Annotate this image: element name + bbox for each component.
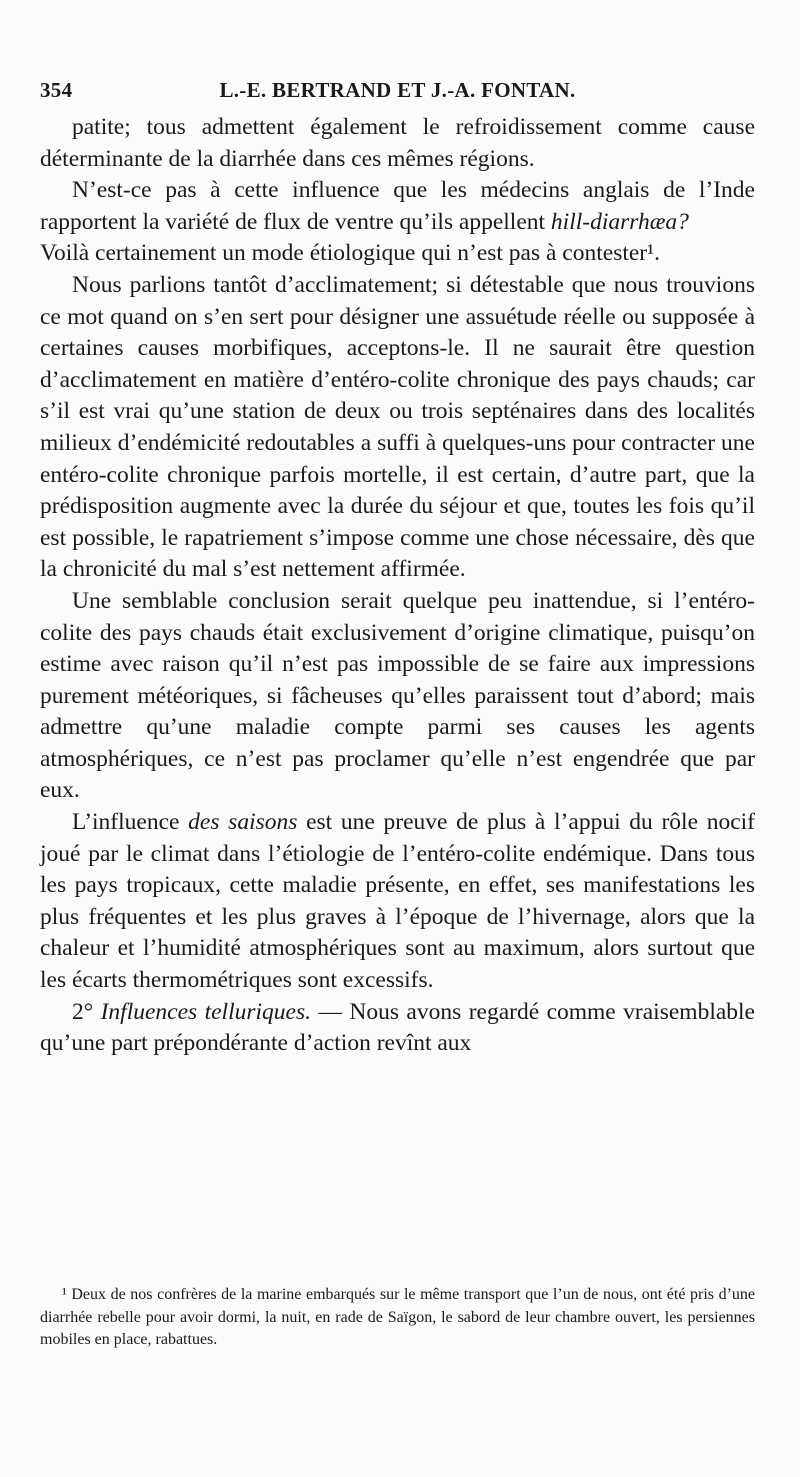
text-run: 2° — [72, 998, 101, 1025]
running-header — [40, 78, 755, 103]
text-run: N’est-ce pas à cette influence que les médecins anglais de l’Inde rapportent la variété de flux de ventre qu’ils appellent — [40, 177, 755, 235]
italic-text: Influences telluriques. — [100, 998, 311, 1025]
text-run: est une preuve de plus à l’appui du rôle nocif joué par le climat dans l’étiologie de l’entéro-colite endémique. Dans tous les pays tropicaux, cette maladie présente, en effet, ses manifestations les plus fréquentes et les plus graves à l’époque de l’hivernage, alors que la chaleur et l’humidité atmosphériques sont au maximum, alors surtout que les écarts thermométriques sont excessifs. — [40, 809, 756, 994]
footnote: ¹ Deux de nos confrères de la marine embarqués sur le même transport que l’un de nous, ont été pris d’une diarrhée rebelle pour avoir dormi, la nuit, en rade de Saïgon, le sabord de leur chambre ouvert, les persiennes mobiles en place, rabattues. — [40, 1286, 755, 1348]
text-run: L’influence — [72, 809, 189, 836]
paragraph — [40, 238, 755, 270]
running-title: L.-E. BERTRAND ET J.-A. FONTAN. — [219, 78, 576, 102]
text-run: — Nous avons regardé comme vraisemblable qu’une part prépondérante d’action revînt aux — [40, 998, 755, 1057]
footnotes — [40, 1284, 755, 1352]
paragraph — [40, 270, 755, 586]
paragraph — [40, 807, 755, 997]
paragraph — [40, 175, 755, 238]
page-number: 354 — [40, 78, 73, 102]
paragraph — [40, 586, 755, 807]
text-run: Une semblable conclusion serait quelque peu inattendue, si l’entéro-colite des pays chauds était exclusivement d’origine climatique, puisqu’on estime avec raison qu’il n’est pas impossible de se faire aux impressions purement météoriques, si fâcheuses qu’elles paraissent tout d’abord; mais admettre qu’une maladie compte parmi ses causes les agents atmosphériques, ce n’est pas proclamer qu’elle n’est engendrée que par eux. — [40, 587, 755, 804]
italic-text: hill-diarrhæa? — [550, 208, 689, 235]
text-run: patite; tous admettent également le refroidissement comme cause déterminante de la diarrhée dans ces mêmes régions. — [40, 114, 755, 172]
paragraph — [40, 997, 755, 1060]
text-run: Voilà certainement un mode étiologique qui n’est pas à contester¹. — [40, 240, 661, 267]
paragraph — [40, 112, 755, 175]
italic-text: des saisons — [188, 809, 298, 836]
text-run: Nous parlions tantôt d’acclimatement; si détestable que nous trouvions ce mot quand on s’en sert pour désigner une assuétude réelle ou supposée à certaines causes morbifiques, acceptons-le. Il ne saurait être question d’acclimatement en matière d’entéro-colite chronique des pays chauds; car s’il est vrai qu’une station de deux ou trois septénaires dans des localités milieux d’endémicité redoutables a suffi à quelques-uns pour contracter une entéro-colite chronique parfois mortelle, il est certain, d’autre part, que la prédisposition augmente avec la durée du séjour et que, toutes les fois qu’il est possible, le rapatriement s’impose comme une chose nécessaire, dès que la chronicité du mal s’est nettement affirmée. — [40, 271, 755, 583]
body-text — [40, 112, 755, 1060]
